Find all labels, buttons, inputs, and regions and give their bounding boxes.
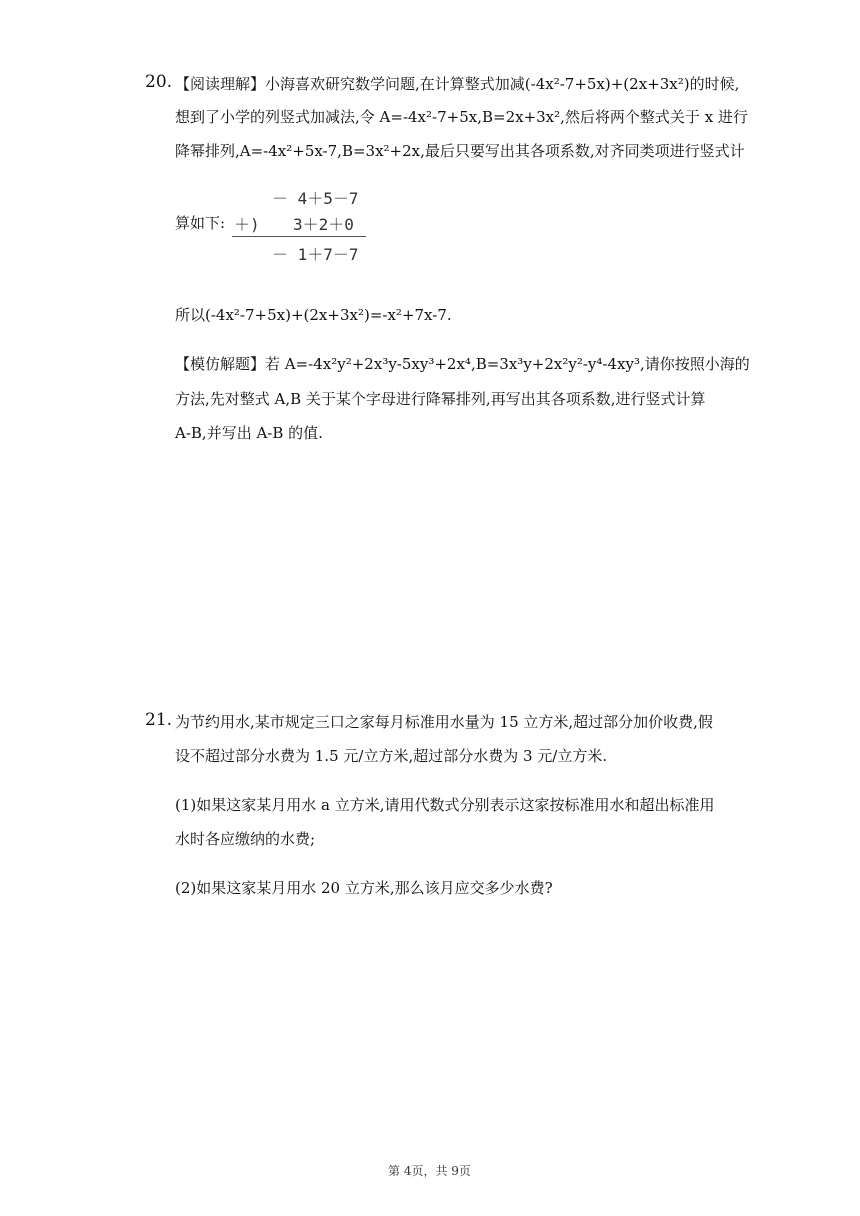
q21-line-1: 为节约用水,某市规定三口之家每月标准用水量为 15 立方米,超过部分加价收费,假: [175, 713, 713, 731]
question-21-number: 21.: [145, 710, 173, 730]
calc-row-1: － 4＋5－7: [272, 189, 359, 208]
q20-line-2: 想到了小学的列竖式加减法,令 A=-4x²-7+5x,B=2x+3x²,然后将两个整式关于 x 进行: [175, 108, 748, 126]
q20-imitate-line-3: A-B,并写出 A-B 的值.: [175, 424, 323, 442]
calc-result: － 1＋7－7: [272, 245, 359, 264]
calc-plus-sign: ＋): [234, 215, 260, 234]
q21-part1-line-2: 水时各应缴纳的水费;: [175, 830, 316, 848]
calc-row-2: 3＋2＋0: [293, 215, 354, 234]
page-footer: 第 4页，共 9页: [388, 1164, 471, 1178]
q21-part2: (2)如果这家某月用水 20 立方米,那么该月应交多少水费?: [175, 879, 553, 897]
q20-line-3: 降幂排列,A=-4x²+5x-7,B=3x²+2x,最后只要写出其各项系数,对齐同类项进行竖式计: [175, 142, 745, 160]
question-20-number: 20.: [145, 72, 173, 92]
calc-sum-rule: [232, 236, 366, 237]
q20-imitate-line-2: 方法,先对整式 A,B 关于某个字母进行降幂排列,再写出其各项系数,进行竖式计算: [175, 390, 706, 408]
calc-prefix: 算如下:: [175, 214, 226, 232]
q20-imitate-line-1: 【模仿解题】若 A=-4x²y²+2x³y-5xy³+2x⁴,B=3x³y+2x²y²-y⁴-4xy³,请你按照小海的: [175, 355, 750, 373]
q20-conclusion: 所以(-4x²-7+5x)+(2x+3x²)=-x²+7x-7.: [175, 306, 452, 324]
q21-part1-line-1: (1)如果这家某月用水 a 立方米,请用代数式分别表示这家按标准用水和超出标准用: [175, 796, 715, 814]
q21-line-2: 设不超过部分水费为 1.5 元/立方米,超过部分水费为 3 元/立方米.: [175, 747, 608, 765]
q20-line-1: 【阅读理解】小海喜欢研究数学问题,在计算整式加减(-4x²-7+5x)+(2x+3x²)的时候,: [175, 75, 740, 93]
